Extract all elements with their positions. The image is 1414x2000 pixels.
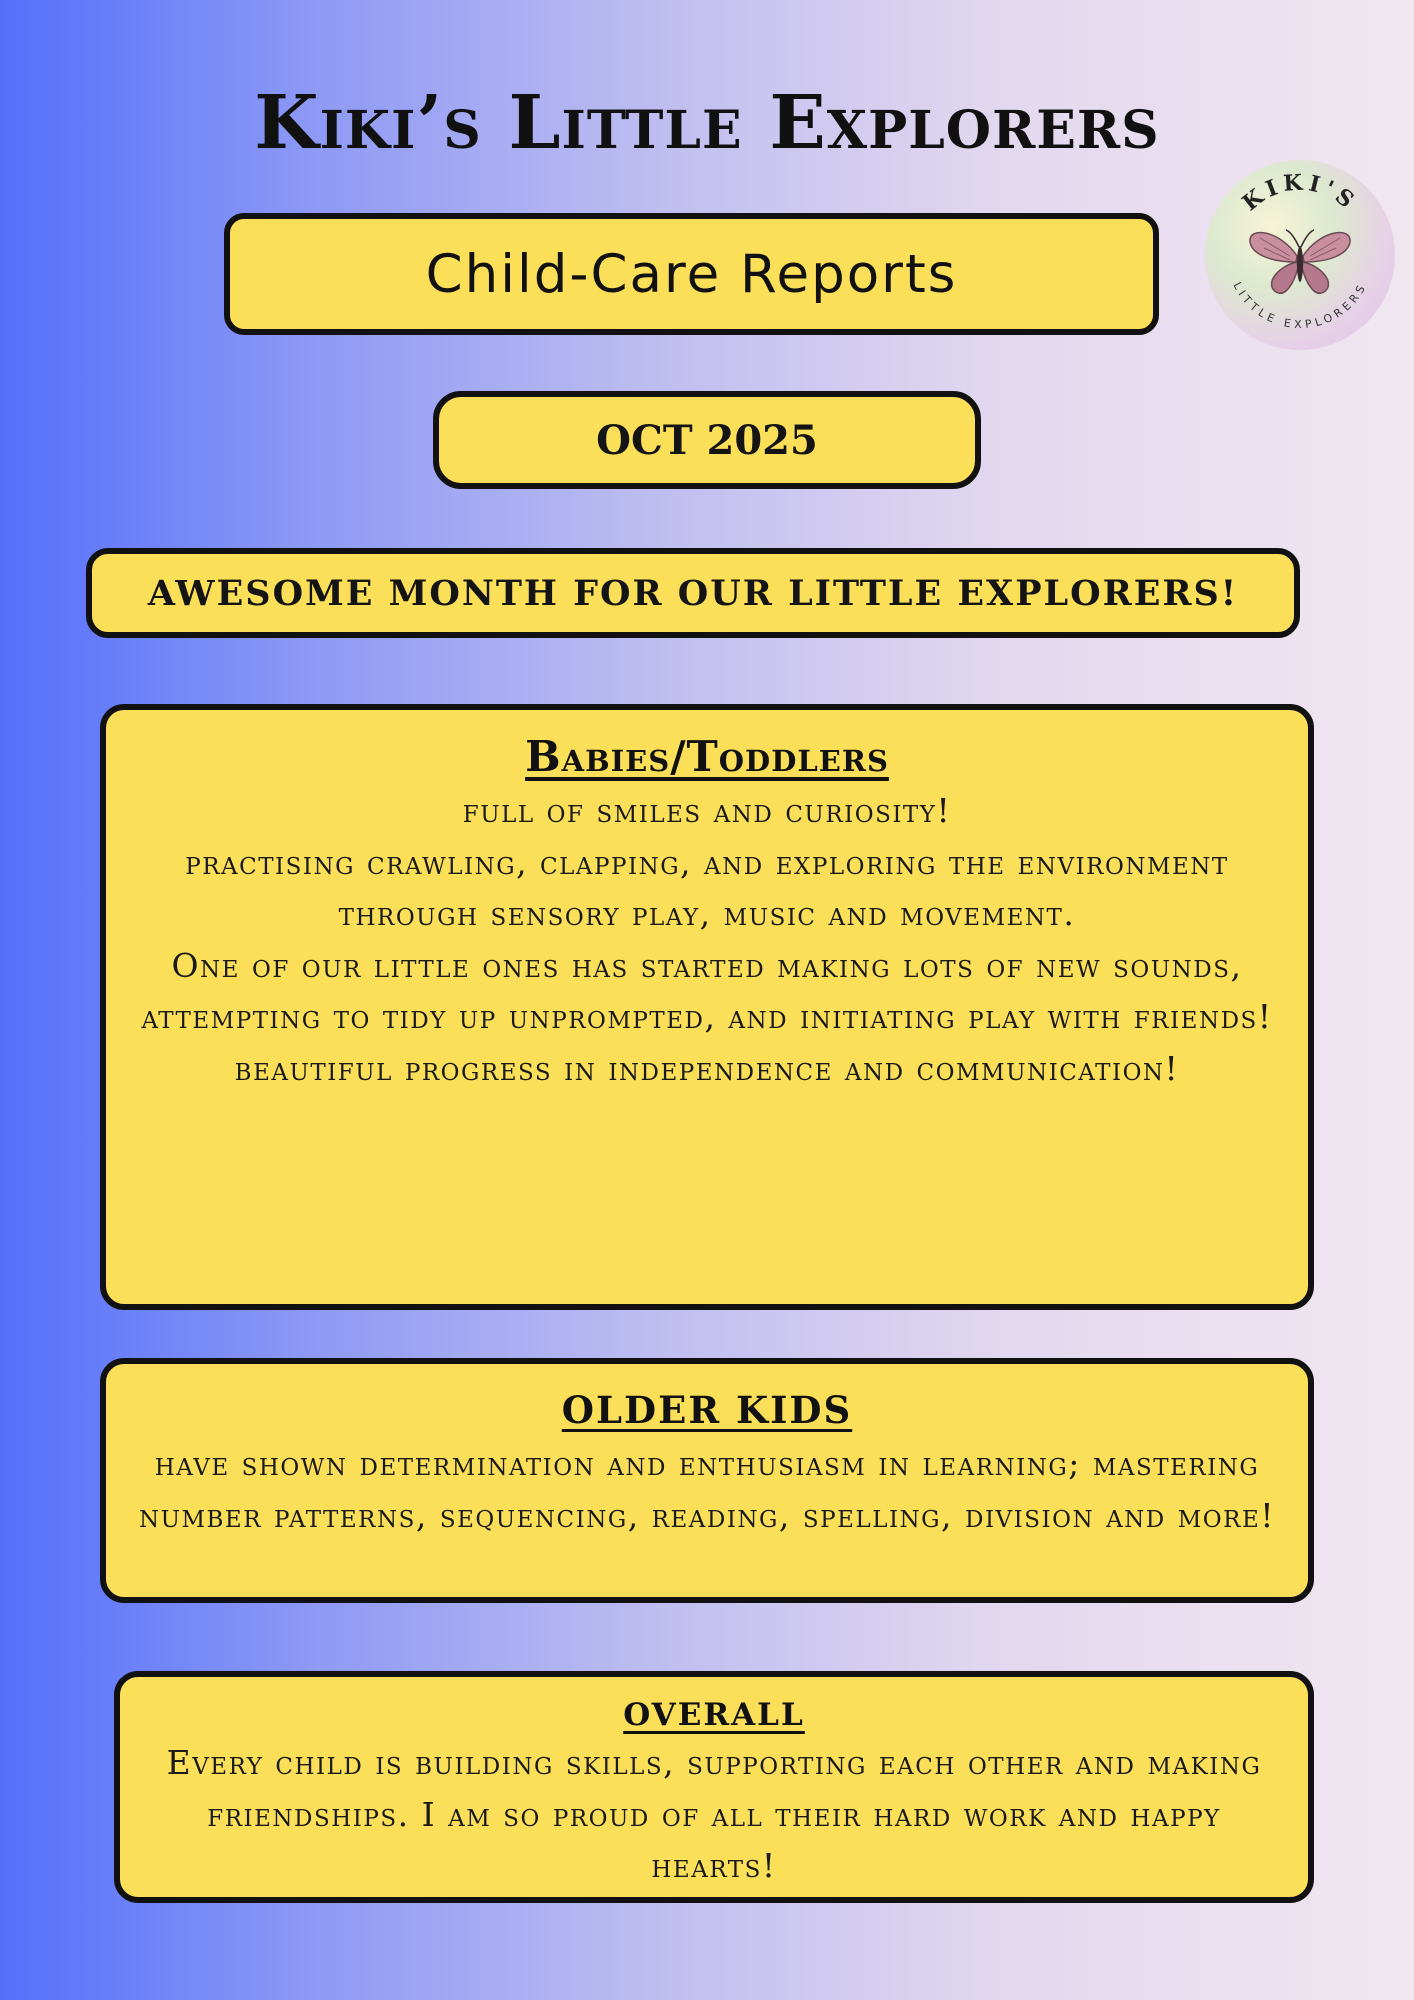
page-title: Kiki’s Little Explorers: [254, 80, 1160, 166]
babies-toddlers-card: [100, 704, 1314, 1310]
report-date: OCT 2025: [596, 416, 818, 464]
babies-line: practising crawling, clapping, and exploring the environment through sensory play, music and movement.: [185, 842, 1229, 933]
babies-heading: Babies/Toddlers: [525, 732, 889, 781]
logo-bottom-text: LITTLE EXPLORERS: [1230, 279, 1370, 332]
report-title-box: [224, 213, 1159, 335]
babies-line: full of smiles and curiosity!: [462, 791, 952, 830]
overall-line: Every child is building skills, supporting each other and making friendships. I am so proud of all their hard work and happy hearts!: [166, 1743, 1262, 1885]
svg-text:LITTLE EXPLORERS: [1230, 280, 1369, 331]
logo-top-text: KIKI'S: [1237, 169, 1363, 217]
overall-heading: OVERALL: [623, 1697, 805, 1733]
overall-body: [120, 1737, 1308, 1892]
overall-card: [114, 1671, 1314, 1903]
report-title: Child-Care Reports: [425, 243, 958, 305]
babies-line: One of our little ones has started making lots of new sounds, attempting to tidy up unprompted, and initiating play with friends!: [141, 945, 1273, 1036]
date-box: [433, 391, 981, 489]
older-kids-body: [106, 1438, 1308, 1541]
babies-body: [106, 785, 1308, 1094]
butterfly-icon: [1205, 160, 1395, 350]
older-kids-heading: OLDER KIDS: [561, 1388, 853, 1432]
older-kids-card: [100, 1358, 1314, 1603]
babies-line: beautiful progress in independence and communication!: [234, 1048, 1180, 1088]
headline-text: AWESOME MONTH FOR OUR LITTLE EXPLORERS!: [147, 572, 1239, 614]
headline-banner: [86, 548, 1300, 638]
logo: [1205, 160, 1395, 350]
older-kids-line: have shown determination and enthusiasm in learning; mastering number patterns, sequencing, reading, spelling, division and more!: [138, 1444, 1276, 1535]
svg-text:KIKI'S: [1238, 169, 1363, 216]
